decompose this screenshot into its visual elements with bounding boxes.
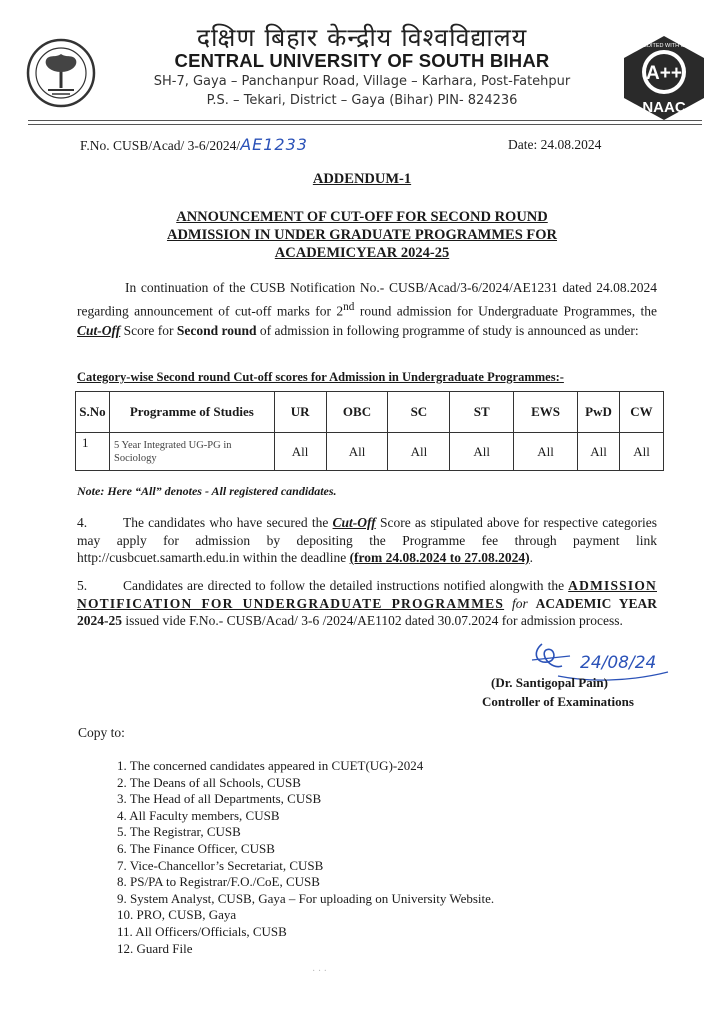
- copy-to-list: [117, 758, 494, 957]
- list-item: 12. Guard File: [117, 940, 193, 956]
- list-item: 2. The Deans of all Schools, CUSB: [117, 774, 301, 790]
- addendum-title: ADDENDUM-1: [312, 171, 412, 187]
- table-row: [76, 433, 664, 471]
- table-header-row: [76, 392, 664, 433]
- copy-to-label: Copy to:: [78, 725, 125, 740]
- header-obc: OBC: [326, 392, 388, 433]
- cell-ur: All: [274, 433, 326, 471]
- list-item: 9. System Analyst, CUSB, Gaya – For uploading on University Website.: [117, 890, 495, 906]
- list-item: 6. The Finance Officer, CUSB: [117, 840, 275, 856]
- paragraph-continuation: In continuation of the CUSB Notification No.- CUSB/Acad/3-6/2024/AE1231 dated 24.08.2024 regarding announcement of cut-off marks for 2nd round admission for Undergraduate Programmes, the Cut-Off Score for Second round of admission in following programme of study is announced as under:: [77, 280, 657, 338]
- announcement-line-1: ANNOUNCEMENT OF CUT-OFF FOR SECOND ROUND: [176, 209, 548, 225]
- list-item: 4. All Faculty members, CUSB: [117, 807, 280, 823]
- document-date: Date: 24.08.2024: [508, 137, 602, 152]
- list-item: 5. The Registrar, CUSB: [117, 824, 241, 840]
- cell-obc: All: [326, 433, 388, 471]
- header-rule-thin: [28, 124, 702, 125]
- address-line-2: P.S. – Tekari, District – Gaya (Bihar) PIN- 824236: [206, 93, 518, 108]
- cell-pwd: All: [578, 433, 620, 471]
- signature-date: 24/08/24: [580, 653, 657, 673]
- announcement-line-3: ACADEMICYEAR 2024-25: [274, 245, 450, 261]
- university-name: CENTRAL UNIVERSITY OF SOUTH BIHAR: [174, 50, 550, 71]
- paragraph-5: 5. Candidates are directed to follow the detailed instructions notified alongwith the ADMISSION NOTIFICATION FOR UNDERGRADUATE PROGRAMMES for ACADEMIC YEAR 2024-25 issued vide F.No.- CUSB/Acad/ 3-6 /2024/AE1102 dated 30.07.2024 for admission process.: [77, 578, 657, 628]
- list-item: 10. PRO, CUSB, Gaya: [117, 907, 237, 923]
- cutoff-table: [75, 391, 664, 471]
- header-programme: Programme of Studies: [109, 392, 274, 433]
- naac-grade: A++: [646, 63, 682, 84]
- header-rule: [28, 120, 702, 121]
- list-item: 11. All Officers/Officials, CUSB: [117, 923, 287, 939]
- signatory-name: (Dr. Santigopal Pain): [491, 675, 608, 690]
- signatory-designation: Controller of Examinations: [482, 694, 634, 709]
- cell-sno: 1: [76, 433, 110, 471]
- cell-sc: All: [388, 433, 450, 471]
- cell-cw: All: [620, 433, 664, 471]
- naac-badge-icon: [618, 32, 710, 124]
- header-ur: UR: [274, 392, 326, 433]
- file-number-handwritten: AE1233: [240, 135, 308, 154]
- file-number-printed: F.No. CUSB/Acad/ 3-6/2024/: [80, 138, 241, 153]
- header-sno: S.No: [76, 392, 110, 433]
- table-note: Note: Here “All” denotes - All registered candidates.: [77, 484, 337, 498]
- cell-programme: 5 Year Integrated UG-PG in Sociology: [109, 433, 274, 471]
- list-item: 8. PS/PA to Registrar/F.O./CoE, CUSB: [117, 874, 320, 890]
- naac-label: NAAC: [642, 99, 686, 116]
- address-line-1: SH-7, Gaya – Panchanpur Road, Village – Karhara, Post-Fatehpur: [153, 74, 571, 89]
- cell-st: All: [450, 433, 514, 471]
- header-sc: SC: [388, 392, 450, 433]
- announcement-line-2: ADMISSION IN UNDER GRADUATE PROGRAMMES FOR: [166, 227, 558, 243]
- header-ews: EWS: [514, 392, 578, 433]
- list-item: 7. Vice-Chancellor’s Secretariat, CUSB: [117, 857, 324, 873]
- naac-ring-text: ACCREDITED WITH GRADE: [627, 43, 701, 49]
- header-cw: CW: [620, 392, 664, 433]
- header-st: ST: [450, 392, 514, 433]
- file-number: [80, 135, 308, 154]
- table-heading: Category-wise Second round Cut-off scores for Admission in Undergraduate Programmes:-: [77, 370, 564, 384]
- list-item: 3. The Head of all Departments, CUSB: [117, 791, 322, 807]
- paragraph-4: 4. The candidates who have secured the Cut-Off Score as stipulated above for respective categories may apply for admission by depositing the Programme fee through payment link http://cusbcuet.samarth.edu.in within the deadline (from 24.08.2024 to 27.08.2024).: [77, 515, 657, 565]
- university-logo-icon: [26, 38, 96, 108]
- university-name-hindi: दक्षिण बिहार केन्द्रीय विश्वविद्यालय: [196, 23, 528, 52]
- header-pwd: PwD: [578, 392, 620, 433]
- list-item: 1. The concerned candidates appeared in CUET(UG)-2024: [117, 758, 424, 773]
- faint-mark: · · ·: [312, 966, 327, 977]
- cell-ews: All: [514, 433, 578, 471]
